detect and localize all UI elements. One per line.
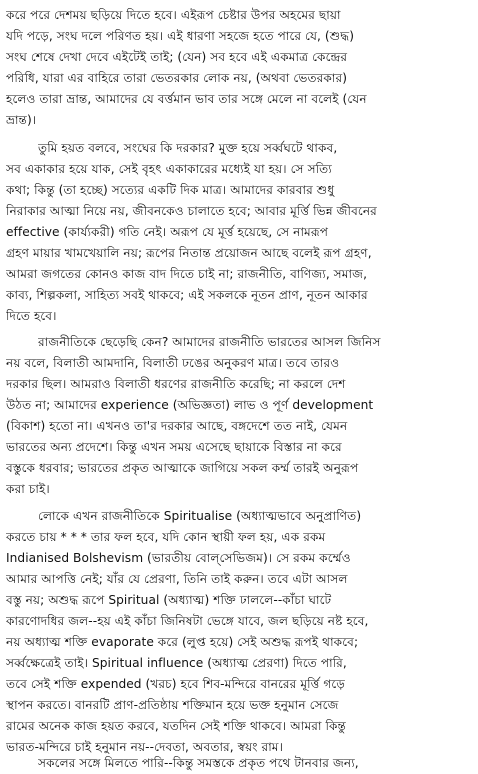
text-line: সব একাকার হয়ে যাক, সেই বৃহৎ একাকারের মধ্যেই যা হয়। সে সত্যি [6, 162, 332, 176]
text-line: কারণোদধির জল--হয় এই কাঁচা জিনিষটা ভেঙ্গে যাবে, জল ছড়িয়ে নষ্ট হবে, [6, 614, 369, 628]
text-line: দরকার ছিল। আমরাও বিলাতী ধরণের রাজনীতি করেছি; না করলে দেশ [6, 377, 346, 391]
text-line: যদি পড়ে, সংঘ দলে পরিণত হয়। এই ধারণা সহজে হতে পারে যে, (শুদ্ধ) [6, 29, 355, 43]
text-line: দিতে হবে। [6, 309, 57, 323]
text-line: বস্তু নয়; অশুদ্ধ রূপে Spiritual (অধ্যাত্ম) শক্তি ঢাললে--কাঁচা ঘাটে [6, 593, 332, 607]
text-line: কথা; কিন্তু (তা হচ্ছে) সত্যের একটি দিক মাত্র। আমাদের কারবার শুধু [6, 183, 335, 197]
text-line: পরিধি, যারা এর বাহিরে তারা ভেতরকার লোক নয়, (অথবা ভেতরকার) [6, 71, 348, 85]
text-line: Indianised Bolshevism (ভারতীয় বোল্‌সেভিজম)। সে রকম কর্ম্মেও [6, 551, 351, 565]
text-line: লোকে এখন রাজনীতিকে Spiritualise (অধ্যাত্মভাবে অনুপ্রাণিত) [38, 509, 362, 523]
text-line: ভারতের অন্য প্রদেশে। কিন্তু এখন সময় এসেছে ছায়াকে বিস্তার না করে [6, 440, 342, 454]
text-line: উঠত না; আমাদের experience (অভিজ্ঞতা) লাভ ও পূর্ণ development [6, 398, 374, 412]
text-line: তবে সেই শক্তি expended (খরচ) হবে শিব-মন্দিরে বানরের মূর্ত্তি গড়ে [6, 677, 346, 691]
text-line: নয় বলে, বিলাতী আমদানি, বিলাতী ঢঙের অনুকরণ মাত্র। তবে তারও [6, 356, 340, 370]
text-line: নিরাকার আত্মা নিয়ে নয়, জীবনকেও চালাতে হবে; আবার মূর্ত্তি ভিন্ন জীবনের [6, 204, 377, 218]
text-line: স্থাপন করতে। বানরটি প্রাণ-প্রতিষ্ঠায় শক্তিমান হয়ে ভক্ত হনুমান সেজে [6, 698, 339, 712]
text-line: কাব্য, শিল্পকলা, সাহিত্য সবই থাকবে; এই সকলকে নূতন প্রাণ, নূতন আকার [6, 288, 368, 302]
text-line: সর্ব্বক্ষেত্রেই তাই। Spiritual influence (অধ্যাত্ম প্রেরণা) দিতে পারি, [6, 656, 347, 670]
text-line: হলেও তারা ভ্রান্ত, আমাদের যে বর্ত্তমান ভাব তার সঙ্গে মেলে না বলেই (যেন [6, 92, 367, 106]
text-line: ভ্রান্ত)। [6, 113, 37, 127]
text-line: রাজনীতিকে ছেড়েছি কেন? আমাদের রাজনীতি ভারতের আসল জিনিস [38, 335, 381, 349]
text-line: নয় অধ্যাত্ম শক্তি evaporate করে (লুপ্ত হয়ে) সেই অশুদ্ধ রূপই থাকবে; [6, 635, 359, 649]
text-line: রামের অনেক কাজ হয়ত করবে, যতদিন সেই শক্তি থাকবে। আমরা কিন্তু [6, 719, 347, 733]
text-line: করা চাই। [6, 482, 50, 496]
text-line: করতে চায় * * * তার ফল হবে, যদি কোন স্থায়ী ফল হয়, এক রকম [6, 530, 326, 544]
text-line: আমরা জগতের কোনও কাজ বাদ দিতে চাই না; রাজনীতি, বাণিজ্য, সমাজ, [6, 267, 368, 281]
text-line: সকলের সঙ্গে মিলতে পারি--কিন্তু সমস্তকে প্রকৃত পথে টানবার জন্য, [38, 756, 359, 770]
text-line: করে পরে দেশময় ছড়িয়ে দিতে হবে। এইরূপ চেষ্টার উপর অহমের ছায়া [6, 8, 341, 22]
text-line: (বিকাশ) হতো না। এখনও তা'র দরকার আছে, বঙ্গদেশে তত নাই, যেমন [6, 419, 348, 433]
text-line: তুমি হয়ত বলবে, সংঘের কি দরকার? মুক্ত হয়ে সর্ব্বঘটে থাকব, [38, 141, 338, 155]
text-line: গ্রহণ মায়ার খামখেয়ালি নয়; রূপের নিতান্ত প্রয়োজন আছে বলেই রূপ গ্রহণ, [6, 246, 372, 260]
text-line: সংঘ শেষে দেখা দেবে এইটেই তাই; (যেন) সব হবে এই একমাত্র কেন্দ্রের [6, 50, 348, 64]
text-line: effective (কার্য্যকরী) গতি নেই। অরূপ যে মূর্ত্ত হয়েছে, সে নামরূপ [6, 225, 329, 239]
text-line: বস্তুকে ধরবার; ভারতের প্রকৃত আত্মাকে জাগিয়ে সকল কর্ম্ম তারই অনুরূপ [6, 461, 359, 475]
text-line: ভারত-মন্দিরে চাই হনুমান নয়--দেবতা, অবতার, স্বয়ং রাম। [6, 740, 284, 754]
text-line: আমার আপত্তি নেই; যাঁর যে প্রেরণা, তিনি তাই করুন। তবে এটা আসল [6, 572, 348, 586]
